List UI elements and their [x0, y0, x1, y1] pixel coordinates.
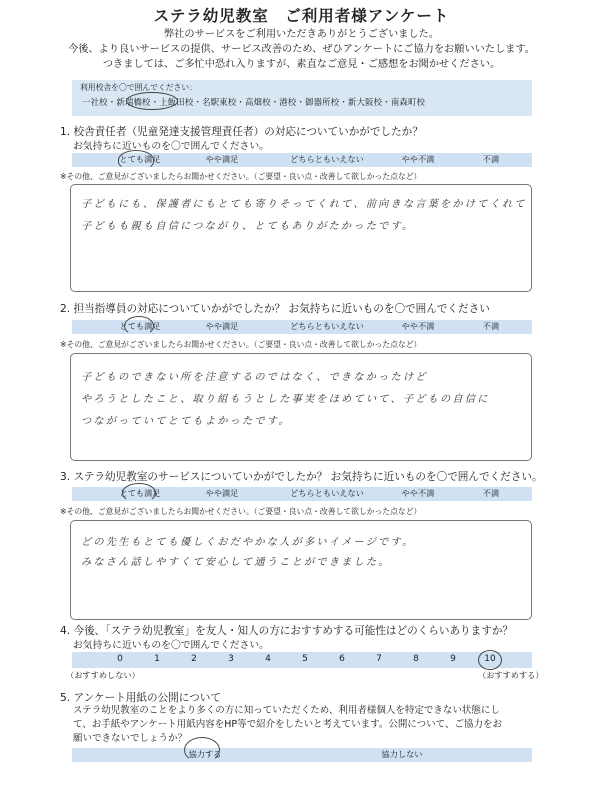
scale-option-8[interactable]: 8	[413, 654, 419, 664]
selection-circle-mark	[118, 150, 154, 170]
school-option[interactable]: 南森町校	[390, 97, 426, 107]
question-3-text: 3. ステラ幼児教室のサービスについていかがでしたか？ お気持ちに近いものを〇で囲んでください。	[60, 471, 543, 483]
school-option[interactable]: 御器所校	[305, 97, 340, 107]
handwritten-comment-line: やろうとしたこと、取り組もうとした事実をほめていて、子どもの自信に	[81, 394, 490, 405]
handwritten-comment-line: 子どもも親も自信につながり、とてもありがたかったです。	[81, 221, 415, 232]
question-1-text: 1. 校舎責任者（児童発達支援管理責任者）の対応についていかがでしたか？	[60, 126, 423, 138]
rating-very-satisfied[interactable]: とても満足	[119, 488, 161, 498]
question-1-comment-note: ※その他、ご意見がございましたらお聞かせください。（ご要望・良い点・改善して欲しかった点など）	[60, 172, 422, 181]
scale-option-7[interactable]: 7	[376, 654, 382, 664]
rating-neutral[interactable]: どちらともいえない	[290, 154, 364, 164]
rating-neutral[interactable]: どちらともいえない	[290, 488, 364, 498]
consent-decline-option[interactable]: 協力しない	[381, 749, 423, 759]
scale-option-4[interactable]: 4	[265, 654, 271, 664]
scale-low-label: （おすすめしない）	[66, 670, 140, 680]
rating-somewhat-dissatisfied[interactable]: やや不満	[401, 321, 435, 331]
handwritten-comment-line: つながっていてとてもよかったです。	[81, 416, 291, 427]
intro-line-2: 今後、より良いサービスの提供、サービス改善のため、ぜひアンケートにご協力をお願いいたします。	[68, 44, 535, 55]
question-5-body-line: 願いできないでしょうか？	[73, 733, 188, 744]
question-4-instruction: お気持ちに近いものを〇で囲んでください。	[73, 640, 269, 651]
question-3-comment-box[interactable]	[70, 520, 532, 620]
rating-somewhat-satisfied[interactable]: やや満足	[205, 154, 239, 164]
rating-neutral[interactable]: どちらともいえない	[290, 321, 364, 331]
rating-somewhat-dissatisfied[interactable]: やや不満	[401, 154, 435, 164]
school-option[interactable]: 一社校	[82, 97, 108, 107]
rating-somewhat-satisfied[interactable]: やや満足	[205, 488, 239, 498]
question-2-comment-note: ※その他、ご意見がございましたらお聞かせください。（ご要望・良い点・改善して欲しかった点など）	[60, 340, 422, 349]
question-2-comment-box[interactable]	[70, 353, 532, 461]
rating-very-satisfied[interactable]: とても満足	[119, 154, 161, 164]
rating-dissatisfied[interactable]: 不満	[482, 321, 500, 331]
question-3-comment-note: ※その他、ご意見がございましたらお聞かせください。（ご要望・良い点・改善して欲しかった点など）	[60, 507, 422, 516]
selection-circle-mark	[184, 737, 220, 763]
question-1-instruction: お気持ちに近いものを〇で囲んでください。	[73, 141, 269, 152]
selection-circle-mark	[478, 650, 502, 670]
question-5-body-line: ステラ幼児教室のことをより多くの方に知っていただくため、利用者様個人を特定できない状態にし	[73, 705, 500, 716]
school-option-selected[interactable]: 新瑞橋校	[116, 97, 151, 107]
scale-option-0[interactable]: 0	[117, 654, 123, 664]
consent-agree-option[interactable]: 協力する	[188, 749, 222, 759]
question-5-body-line: て、お手紙やアンケート用紙内容をHP等で紹介をしたいと考えています。公開について、ご協力をお	[73, 719, 502, 730]
scale-option-1[interactable]: 1	[154, 654, 160, 664]
question-5-body	[73, 704, 543, 746]
school-option[interactable]: 港校	[279, 97, 297, 107]
question-5-heading: 5. アンケート用紙の公開について	[60, 692, 221, 704]
selection-circle-mark	[122, 483, 156, 503]
school-option[interactable]: 上飯田校	[159, 97, 194, 107]
question-5-option-row	[72, 748, 532, 762]
intro-line-1: 弊社のサービスをご利用いただきありがとうございました。	[163, 29, 440, 40]
school-option[interactable]: 名駅東校	[202, 97, 237, 107]
handwritten-comment-line: 子どものできない所を注意するのではなく、できなかったけど	[81, 372, 428, 383]
intro-line-3: つきましては、ご多忙中恐れ入りますが、素直なご意見・ご感想をお聞かせください。	[102, 59, 501, 70]
rating-somewhat-dissatisfied[interactable]: やや不満	[401, 488, 435, 498]
selection-circle-mark	[124, 316, 154, 336]
scale-high-label: （おすすめする）	[478, 670, 544, 680]
school-option[interactable]: 新大阪校	[347, 97, 383, 107]
question-2-text: 2. 担当指導員の対応についていかがでしたか？ お気持ちに近いものを〇で囲んでください	[60, 303, 490, 315]
scale-option-3[interactable]: 3	[228, 654, 234, 664]
rating-somewhat-satisfied[interactable]: やや満足	[205, 321, 239, 331]
question-1-comment-box[interactable]	[70, 184, 532, 292]
handwritten-comment-line: どの先生もとても優しくおだやかな人が多いイメージです。	[81, 537, 415, 548]
scale-option-10[interactable]: 10	[484, 654, 496, 664]
rating-dissatisfied[interactable]: 不満	[482, 488, 500, 498]
scale-option-2[interactable]: 2	[191, 654, 197, 664]
rating-dissatisfied[interactable]: 不満	[482, 154, 500, 164]
scale-option-5[interactable]: 5	[302, 654, 308, 664]
selection-circle-mark	[126, 92, 178, 110]
school-list: 一社校・新瑞橋校・上飯田校・名駅東校・高畑校・港校・御器所校・新大阪校・南森町校	[82, 97, 426, 107]
scale-option-9[interactable]: 9	[450, 654, 456, 664]
school-selection-label: 利用校舎を〇で囲んでください：	[80, 83, 197, 92]
recommend-scale-row	[72, 652, 532, 668]
school-option[interactable]: 高畑校	[244, 97, 271, 107]
survey-title: ステラ幼児教室 ご利用者様アンケート	[153, 7, 450, 25]
scale-option-6[interactable]: 6	[339, 654, 345, 664]
handwritten-comment-line: 子どもにも、保護者にもとても寄りそってくれて、前向きな言葉をかけてくれて	[81, 199, 527, 210]
handwritten-comment-line: みなさん話しやすくて安心して通うことができました。	[81, 557, 391, 568]
rating-very-satisfied[interactable]: とても満足	[119, 321, 161, 331]
question-4-text: 4. 今後、「ステラ幼児教室」を友人・知人の方におすすめする可能性はどのくらいありますか？	[60, 625, 514, 637]
